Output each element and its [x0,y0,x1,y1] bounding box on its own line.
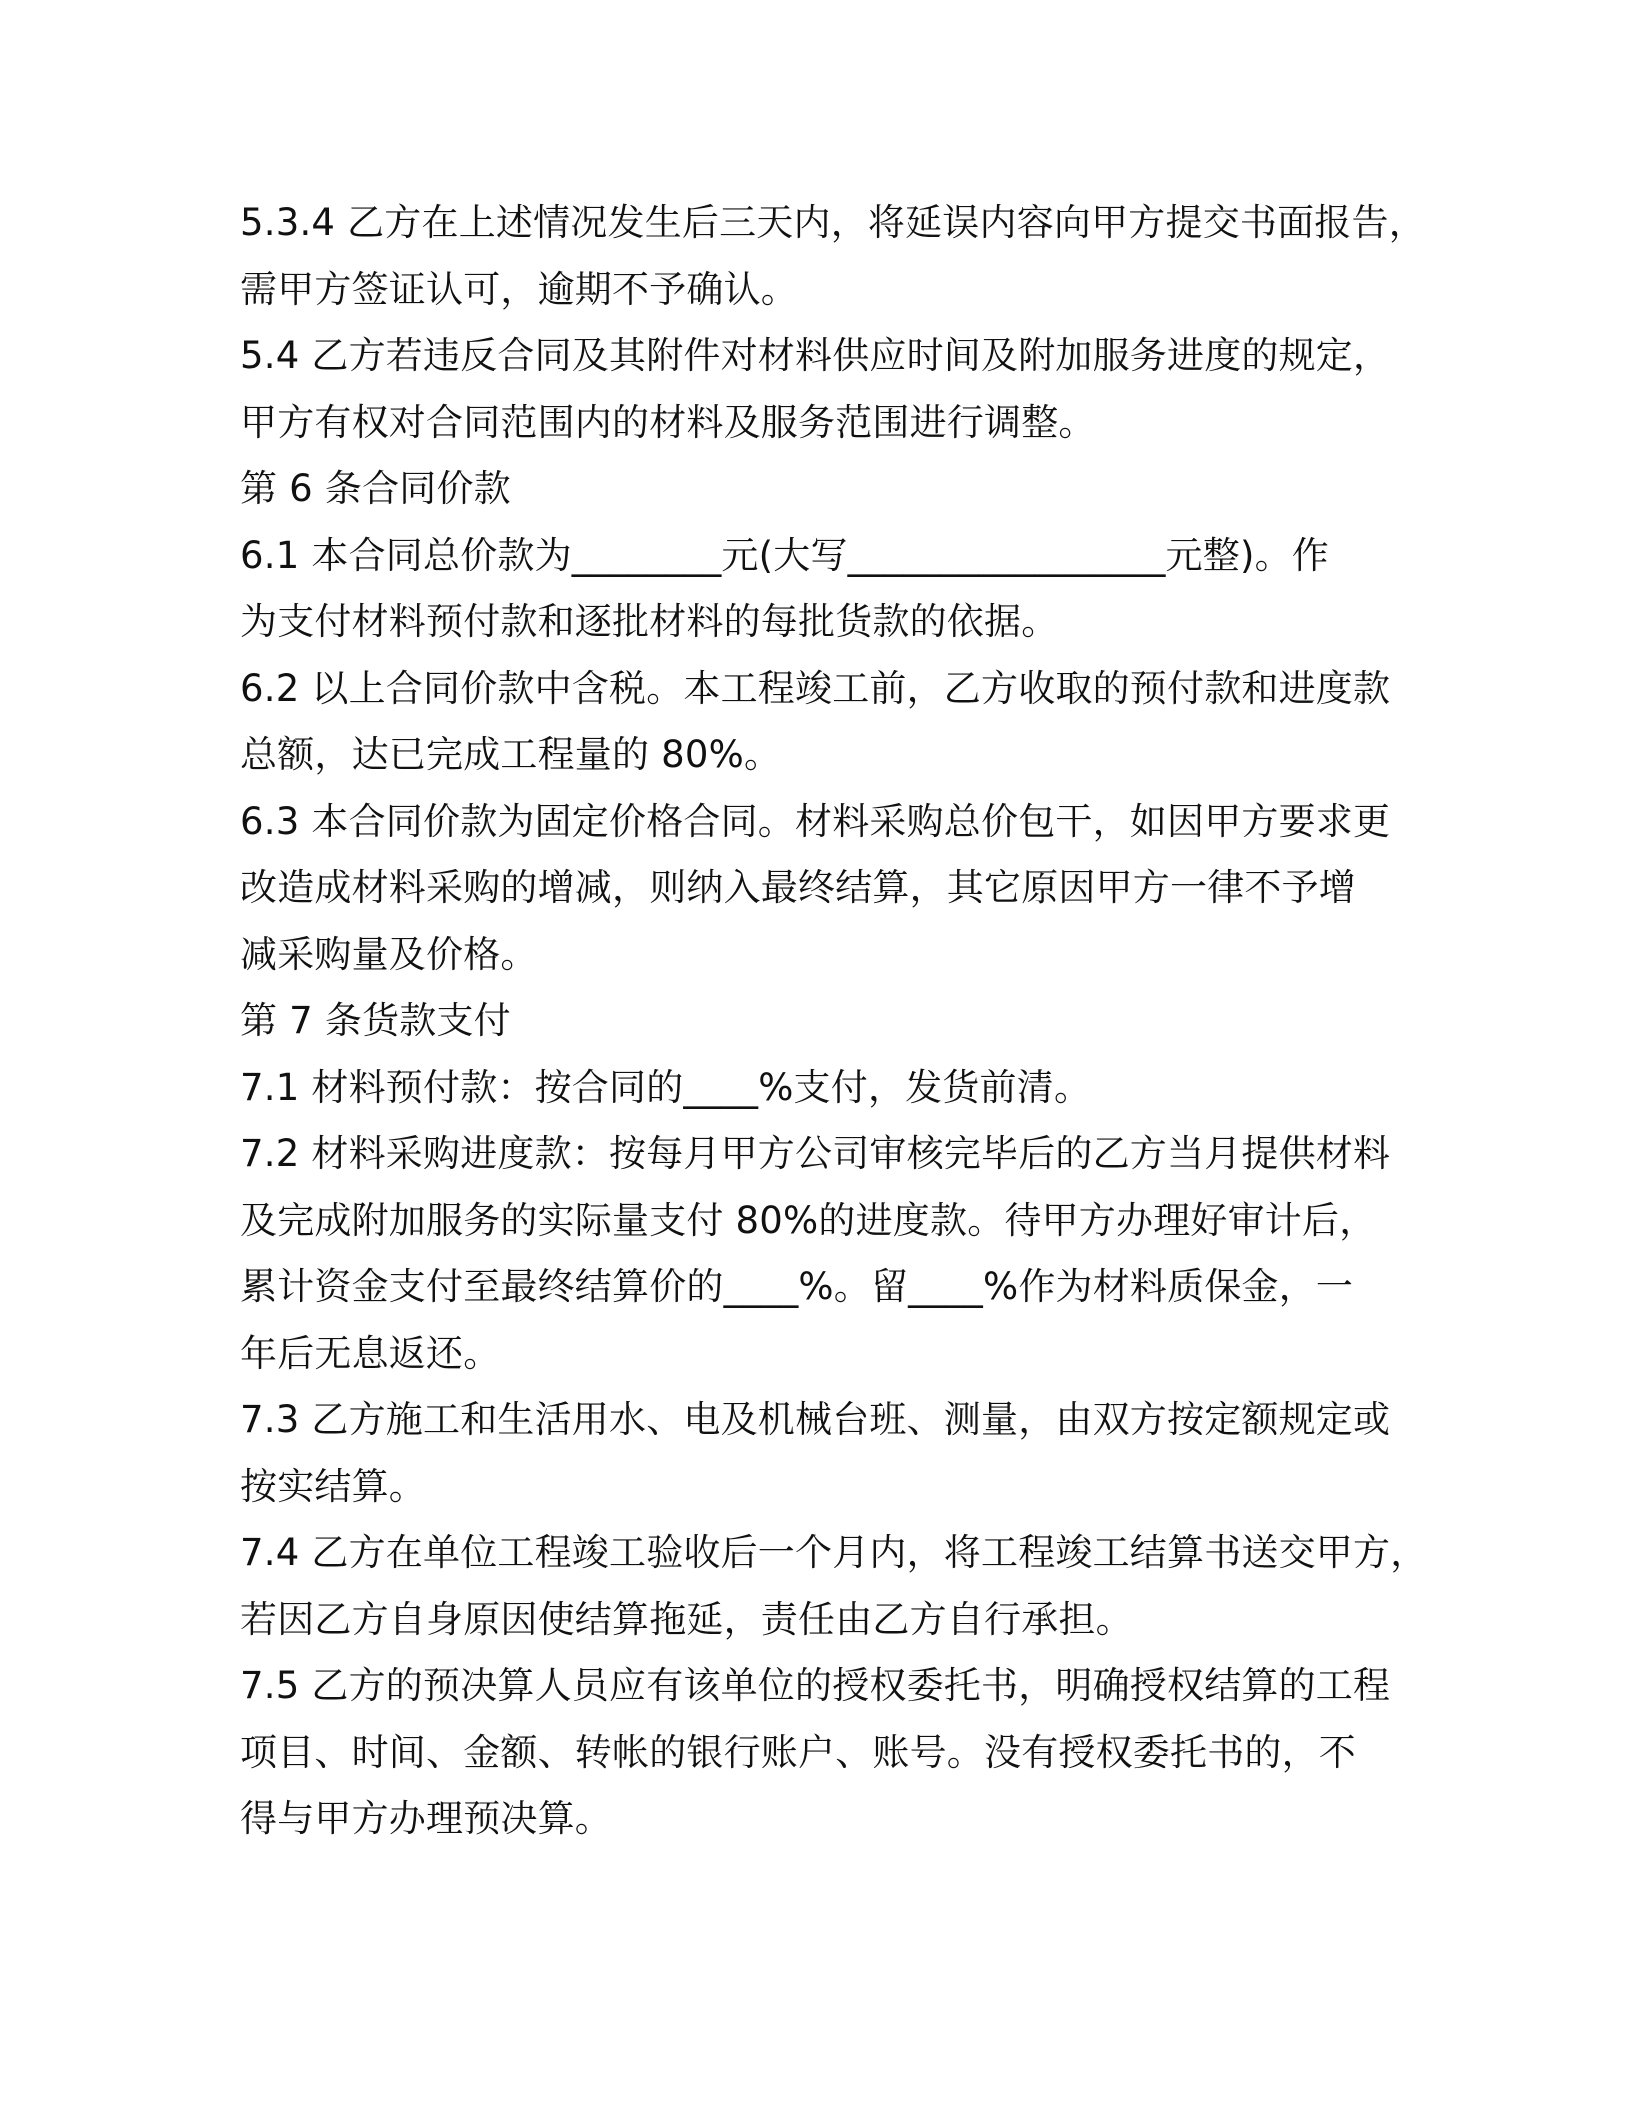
text-line: 甲方有权对合同范围内的材料及服务范围进行调整。 [240,400,1096,444]
text-line: 及完成附加服务的实际量支付 80%的进度款。待甲方办理好审计后， [240,1198,1377,1242]
section-heading: 第 6 条合同价款 [240,467,511,510]
text-line: 6.2 以上合同价款中含税。本工程竣工前，乙方收取的预付款和进度款 [240,666,1391,710]
text-line: 年后无息返还。 [240,1331,501,1375]
section-heading: 第 7 条货款支付 [240,999,511,1042]
text-line: 改造成材料采购的增减，则纳入最终结算，其它原因甲方一律不予增 [240,866,1356,909]
text-line: 5.3.4 乙方在上述情况发生后三天内，将延误内容向甲方提交书面报告， [240,201,1426,244]
text-line: 6.3 本合同价款为固定价格合同。材料采购总价包干，如因甲方要求更 [240,799,1391,843]
text-line: 7.5 乙方的预决算人员应有该单位的授权委托书，明确授权结算的工程 [240,1664,1391,1707]
text-line: 需甲方签证认可，逾期不予确认。 [240,267,798,311]
text-line: 减采购量及价格。 [240,932,538,976]
text-line: 7.4 乙方在单位工程竣工验收后一个月内，将工程竣工结算书送交甲方， [240,1531,1428,1574]
text-line: 项目、时间、金额、转帐的银行账户、账号。没有授权委托书的，不 [240,1730,1356,1774]
text-line: 累计资金支付至最终结算价的____%。留____%作为材料质保金，一 [240,1265,1354,1308]
document-body [240,190,1430,1853]
text-line: 按实结算。 [240,1464,426,1508]
text-line: 总额，达已完成工程量的 80%。 [240,733,782,776]
text-line: 7.1 材料预付款：按合同的____%支付，发货前清。 [240,1065,1092,1109]
text-line: 7.2 材料采购进度款：按每月甲方公司审核完毕后的乙方当月提供材料 [240,1132,1391,1175]
text-line: 若因乙方自身原因使结算拖延，责任由乙方自行承担。 [240,1597,1133,1641]
text-line: 5.4 乙方若违反合同及其附件对材料供应时间及附加服务进度的规定， [240,334,1391,377]
text-line: 为支付材料预付款和逐批材料的每批货款的依据。 [240,600,1059,643]
text-line: 6.1 本合同总价款为________元(大写_________________元整)。作 [240,533,1329,577]
text-line: 7.3 乙方施工和生活用水、电及机械台班、测量，由双方按定额规定或 [240,1398,1391,1441]
text-line: 得与甲方办理预决算。 [240,1797,612,1840]
